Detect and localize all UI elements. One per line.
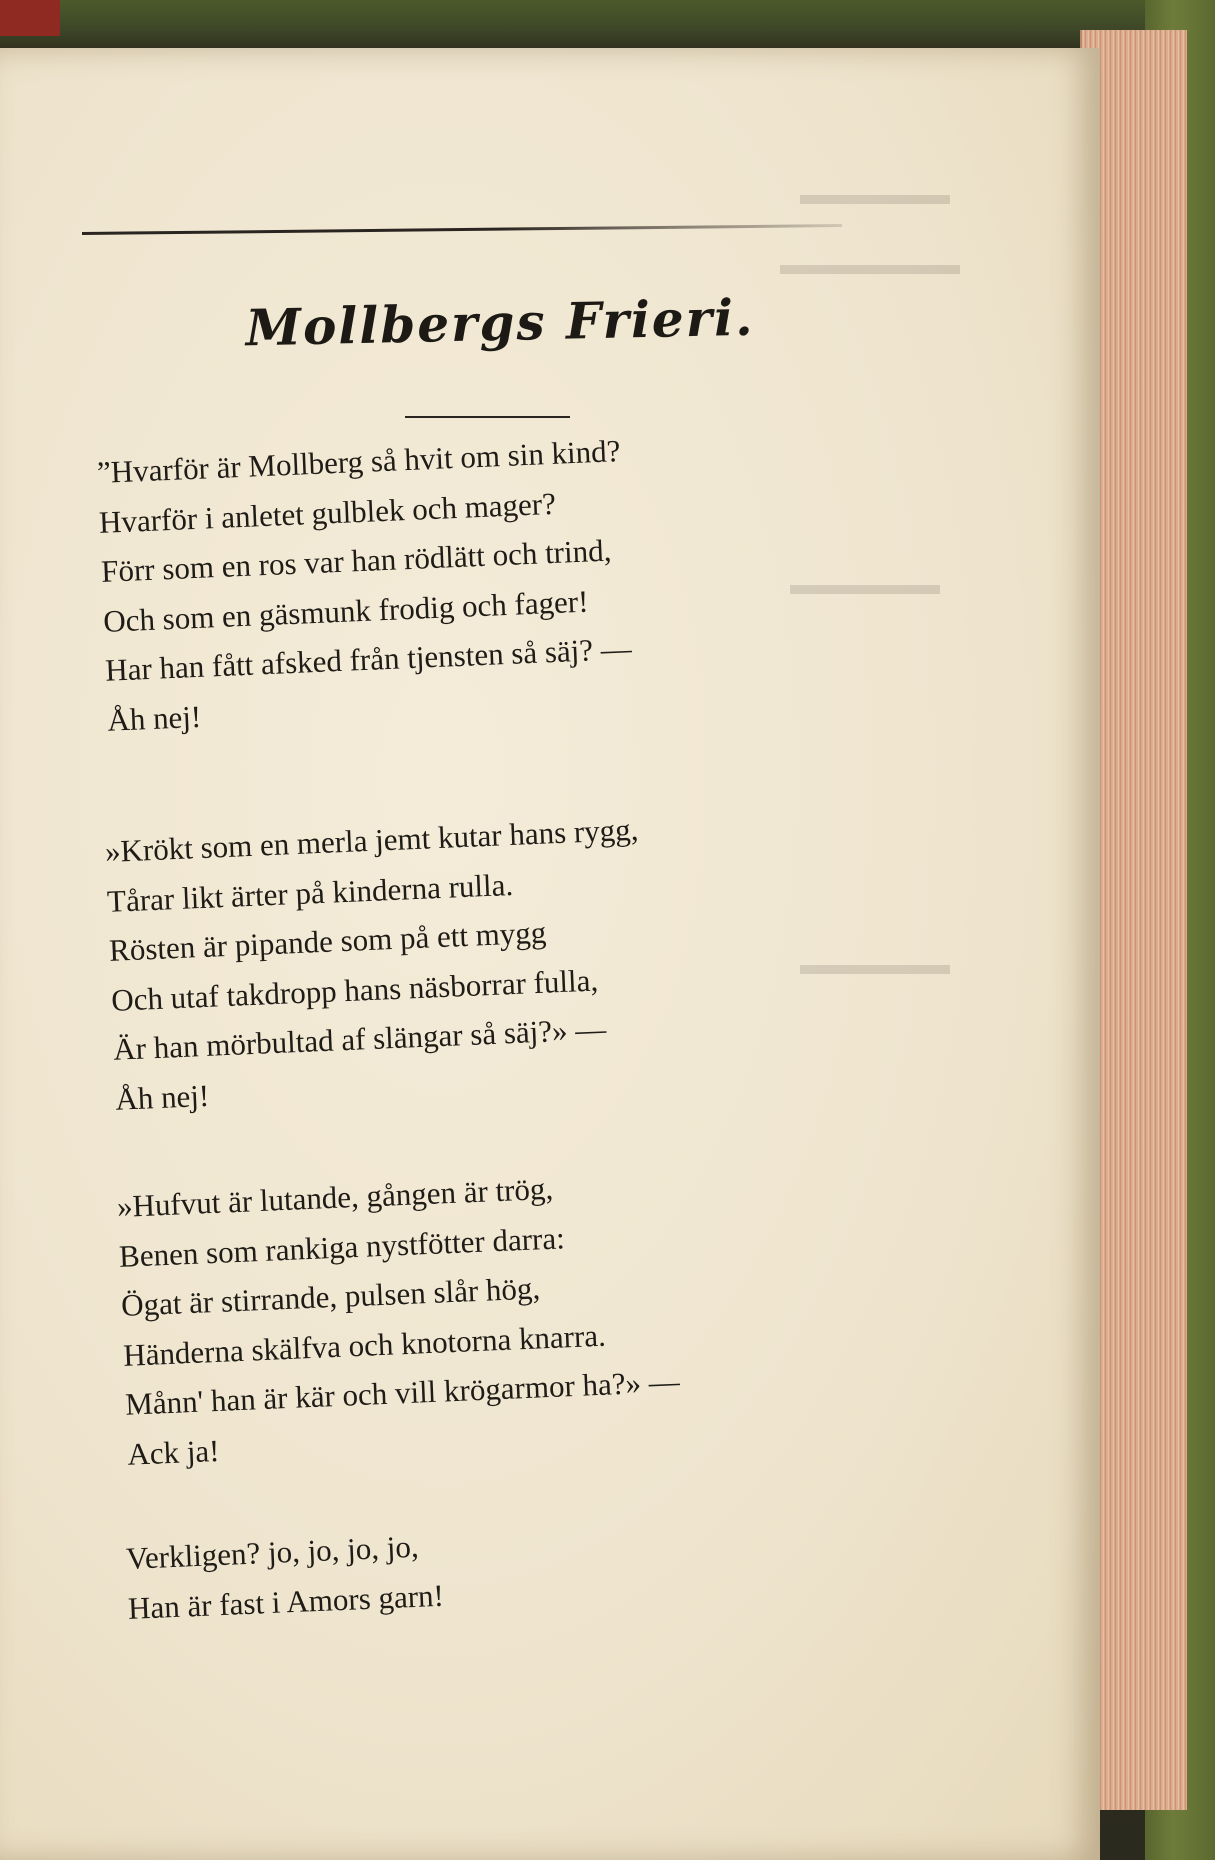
bleed-through-text: ▬▬▬▬▬ [800,948,950,981]
bleed-through-text: ▬▬▬▬▬▬ [780,248,960,281]
verse-line: Förr som en ros var han rödlätt och trind, [100,532,612,589]
stanza [116,1159,683,1479]
stanza [96,426,635,745]
stanza [125,1521,445,1633]
verse-line: Händerna skälfva och knotorna knarra. [122,1317,607,1373]
verse-line: Och som en gäsmunk frodig och fager! [102,583,590,639]
verse-line: Verkligen? jo, jo, jo, jo, [125,1528,420,1576]
poem-title: Mollbergs Frieri. [245,287,755,358]
verse-line: Hvarför i anletet gulblek och mager? [98,485,557,540]
verse-line: Har han fått afsked från tjensten så säj? — [104,630,633,688]
book-page [0,48,1100,1860]
verse-line: »Krökt som en merla jemt kutar hans rygg, [104,811,640,869]
verse-line: »Hufvut är lutande, gången är trög, [116,1170,554,1224]
verse-line: Rösten är pipande som på ett mygg [108,914,547,968]
verse-line: ”Hvarför är Mollberg så hvit om sin kind? [96,433,622,490]
bleed-through-text: ▬▬▬▬▬ [790,568,940,601]
red-bookmark-ribbon [0,0,60,36]
verse-line: Är han mörbultad af slängar så säj?» — [112,1011,607,1067]
verse-line: Och utaf takdropp hans näsborrar fulla, [110,961,599,1018]
verse-line: Ack ja! [126,1432,221,1472]
verse-line: Ögat är stirrande, pulsen slår hög, [120,1270,541,1323]
verse-line: Tårar likt ärter på kinderna rulla. [106,866,514,919]
bleed-through-text: ▬▬▬▬▬ [800,178,950,211]
verse-line: Åh nej! [106,698,202,738]
verse-line: Benen som rankiga nystfötter darra: [118,1219,566,1274]
verse-line: Åh nej! [114,1077,210,1117]
header-rule [82,224,842,235]
verse-line: Månn' han är kär och vill krögarmor ha?» — [124,1363,681,1422]
verse-line: Han är fast i Amors garn! [127,1577,445,1626]
title-rule [405,416,570,418]
stanza [104,805,650,1124]
